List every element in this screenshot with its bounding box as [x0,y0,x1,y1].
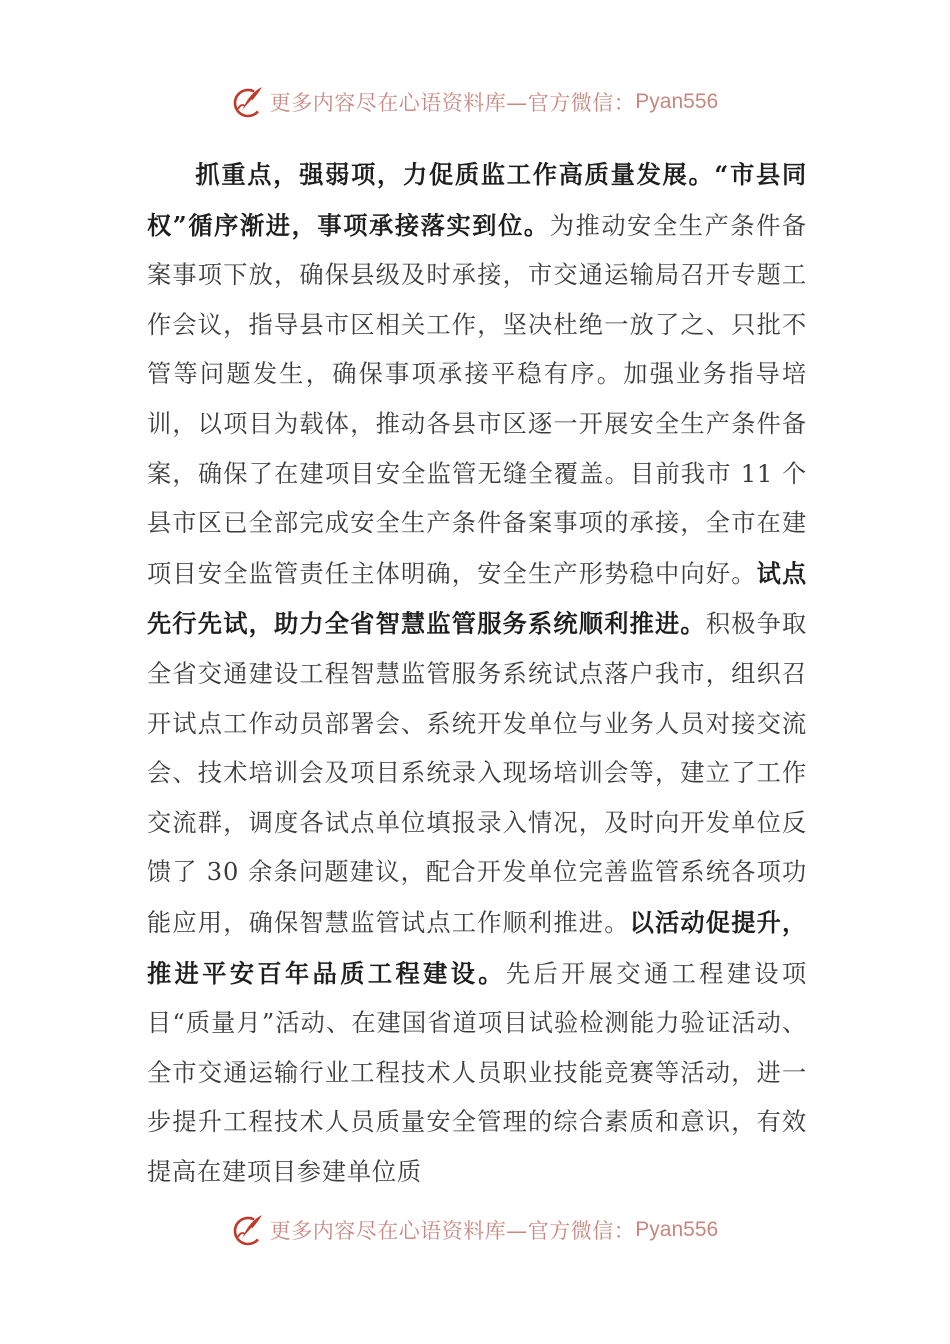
section-body-1: 为推动安全生产条件备案事项下放，确保县级及时承接，市交通运输局召开专题工作会议，指导县市区相关工作，坚决杜绝一放了之、只批不管等问题发生，确保事项承接平稳有序。加强业务指导培训，以项目为载体，推动各县市区逐一开展安全生产条件备案，确保了在建项目安全监管无缝全覆盖。目前我市 11 个县市区已全部完成安全生产条件备案事项的承接，全市在建项目安全监管责任主体明确，安全生产形势稳中向好。 [147,211,807,588]
section-heading-2: 试点先行先试，助力全省智慧监管服务系统顺利推进。 [147,558,807,639]
header-watermark-banner [0,82,950,122]
section-body-2: 积极争取全省交通建设工程智慧监管服务系统试点落户我市，组织召开试点工作动员部署会、系统开发单位与业务人员对接交流会、技术培训会及项目系统录入现场培训会等，建立了工作交流群，调度各试点单位填报录入情况，及时向开发单位反馈了 30 余条问题建议，配合开发单位完善监管系统各项功能应用，确保智慧监管试点工作顺利推进。 [147,610,808,937]
wechat-account: Pyan556 [635,90,719,113]
quill-logo-icon [232,1212,268,1248]
promo-text: 更多内容尽在心语资料库—官方微信： [269,91,636,115]
article-paragraph [147,150,807,1197]
section-body-3: 先后开展交通工程建设项目“质量月”活动、在建国省道项目试验检测能力验证活动、全市交通运输行业工程技术人员职业技能竞赛等活动，进一步提升工程技术人员质量安全管理的综合素质和意识，有效提高在建项目参建单位质 [147,959,807,1186]
quill-logo-icon [232,84,268,120]
wechat-account: Pyan556 [635,1218,719,1241]
section-heading-3: 以活动促提升，推进平安百年品质工程建设。 [147,907,807,988]
section-heading-1: 抓重点，强弱项，力促质监工作高质量发展。“市县同权”循序渐进，事项承接落实到位。 [147,160,807,240]
promo-text: 更多内容尽在心语资料库—官方微信： [269,1219,636,1243]
footer-watermark-banner [0,1210,950,1250]
